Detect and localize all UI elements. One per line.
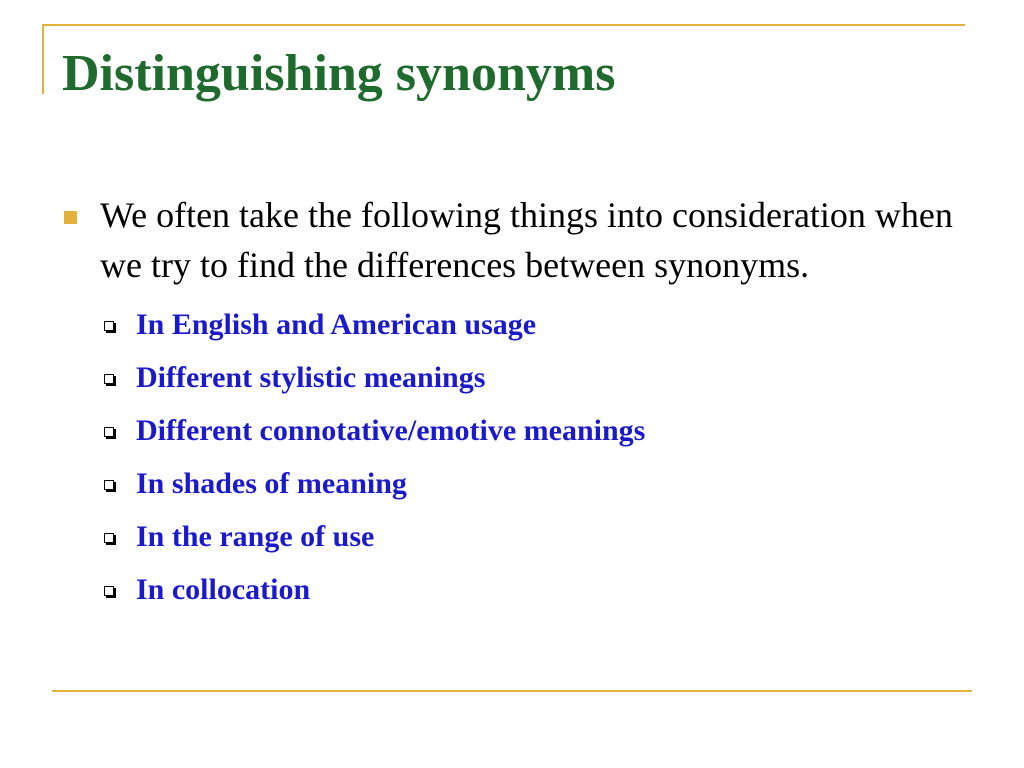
bottom-accent-line [52, 690, 972, 692]
sub-bullet-text: Different connotative/emotive meanings [136, 414, 646, 447]
sub-bullet-list [100, 298, 962, 616]
sub-bullet-item [100, 298, 962, 351]
sub-bullet-item [100, 404, 962, 457]
filled-square-icon [64, 211, 77, 224]
hollow-square-shadow-icon [104, 427, 114, 437]
sub-bullet-text: In the range of use [136, 520, 375, 553]
hollow-square-shadow-icon [104, 586, 114, 596]
sub-bullet-item [100, 351, 962, 404]
hollow-square-shadow-icon [104, 321, 114, 331]
sub-bullet-text: In shades of meaning [136, 467, 407, 500]
sub-bullet-text: In English and American usage [136, 308, 537, 341]
sub-bullet-item [100, 510, 962, 563]
hollow-square-shadow-icon [104, 480, 114, 490]
hollow-square-shadow-icon [104, 533, 114, 543]
sub-bullet-item [100, 563, 962, 616]
main-bullet-list [62, 190, 962, 616]
sub-bullet-item [100, 457, 962, 510]
left-accent-line [42, 24, 44, 94]
main-bullet-text: We often take the following things into consideration when we try to find the differences between synonyms. [100, 195, 953, 285]
top-accent-line [42, 24, 965, 26]
hollow-square-shadow-icon [104, 374, 114, 384]
sub-bullet-text: Different stylistic meanings [136, 361, 486, 394]
slide-title: Distinguishing synonyms [62, 45, 616, 102]
sub-bullet-text: In collocation [136, 573, 311, 606]
main-bullet-item [62, 190, 962, 616]
